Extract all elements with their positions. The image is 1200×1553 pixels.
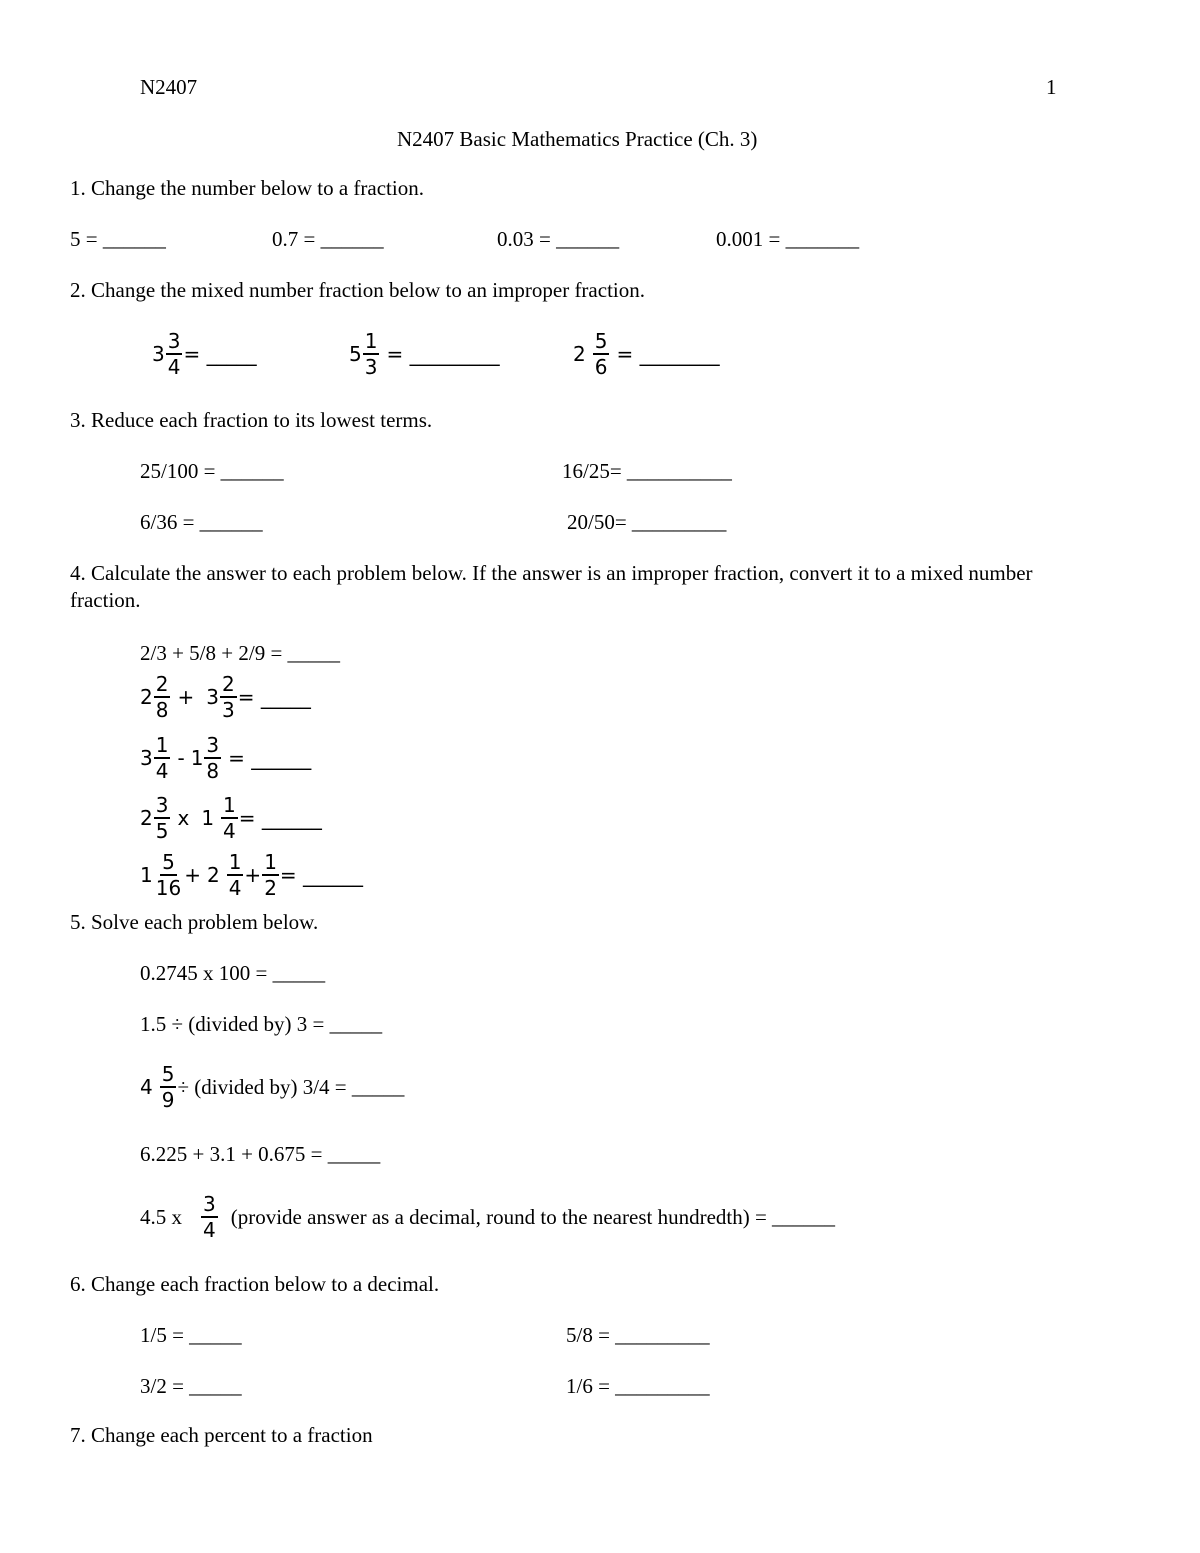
q4-problem-1: 2/3 + 5/8 + 2/9 = _____ [140,641,341,665]
q5-problem-5 [140,1191,835,1243]
fraction [221,794,238,842]
problem-text: (provide answer as a decimal, round to the nearest hundredth) = ______ [230,1204,836,1229]
q3-item: 16/25= __________ [562,459,732,483]
fraction [160,1063,177,1111]
answer-blank: = _____ [237,685,311,709]
denominator: 8 [155,698,169,722]
numerator: 1 [155,733,169,757]
denominator: 4 [203,1218,216,1242]
problem-text: ÷ (divided by) 3/4 = _____ [177,1074,405,1099]
q2-item-c [573,329,720,379]
q4-problem-2 [140,672,311,722]
numerator: 3 [167,329,181,353]
whole-number: 2 [573,342,586,366]
q6-item: 1/5 = _____ [140,1323,242,1347]
q2-item-a [152,329,257,379]
q5-problem-2: 1.5 ÷ (divided by) 3 = _____ [140,1012,383,1036]
q5-problem-4: 6.225 + 3.1 + 0.675 = _____ [140,1142,381,1166]
fraction [154,851,183,899]
numerator: 5 [161,1062,175,1086]
operator: + [177,685,195,709]
whole-number: 5 [349,342,362,366]
whole-number: 2 [206,863,220,887]
numerator: 5 [594,329,608,353]
denominator: 4 [228,876,242,900]
page-title: N2407 Basic Mathematics Practice (Ch. 3) [397,127,758,151]
q1-item: 0.7 = ______ [272,227,384,251]
denominator: 9 [161,1088,175,1112]
denominator: 5 [155,819,169,843]
operator: + [184,863,201,887]
numerator: 1 [223,793,236,817]
denominator: 3 [364,355,378,379]
operator: + [244,863,262,887]
question-2-prompt: 2. Change the mixed number fraction below to an improper fraction. [70,278,645,302]
fraction [166,330,183,378]
numerator: 2 [221,672,235,696]
whole-number: 1 [201,806,215,830]
question-5-prompt: 5. Solve each problem below. [70,910,319,934]
denominator: 6 [594,355,608,379]
page-number: 1 [1046,75,1057,99]
q1-item: 0.001 = _______ [716,227,860,251]
fraction [201,1193,218,1241]
answer-blank: = _____ [183,342,257,366]
answer-blank: = ______ [238,806,322,830]
fraction [363,330,380,378]
whole-number: 1 [190,746,204,770]
fraction [154,734,171,782]
numerator: 1 [264,850,277,874]
q3-item: 6/36 = ______ [140,510,263,534]
q3-item: 20/50= _________ [567,510,727,534]
answer-blank: = _________ [386,342,500,366]
whole-number: 2 [140,806,153,830]
numerator: 1 [228,850,242,874]
numerator: 2 [155,672,169,696]
question-6-prompt: 6. Change each fraction below to a decimal. [70,1272,440,1296]
whole-number: 3 [140,746,153,770]
q1-item: 5 = ______ [70,227,166,251]
denominator: 4 [167,355,181,379]
numerator: 5 [162,850,175,874]
fraction [593,330,610,378]
denominator: 3 [221,698,235,722]
q3-item: 25/100 = ______ [140,459,284,483]
q1-item: 0.03 = ______ [497,227,620,251]
q5-problem-1: 0.2745 x 100 = _____ [140,961,326,985]
denominator: 4 [155,759,169,783]
numerator: 3 [206,733,220,757]
fraction [204,734,221,782]
header-course-code: N2407 [140,75,198,99]
whole-number: 3 [152,342,165,366]
answer-blank: = ______ [228,746,312,770]
whole-number: 1 [140,863,153,887]
fraction [220,673,237,721]
q6-item: 1/6 = _________ [566,1374,710,1398]
q4-problem-4 [140,793,322,843]
question-1-prompt: 1. Change the number below to a fraction. [70,176,424,200]
denominator: 8 [206,759,220,783]
denominator: 2 [264,876,277,900]
fraction [154,673,171,721]
q2-item-b [349,329,500,379]
answer-blank: = ______ [279,863,364,887]
fraction [154,794,171,842]
problem-text: 4.5 x [140,1204,182,1229]
numerator: 1 [364,329,378,353]
q6-item: 3/2 = _____ [140,1374,242,1398]
question-3-prompt: 3. Reduce each fraction to its lowest terms. [70,408,433,432]
whole-number: 2 [140,685,153,709]
answer-blank: = ________ [616,342,720,366]
operator: x [177,806,190,830]
numerator: 3 [203,1192,216,1216]
operator: - [177,746,185,770]
fraction [262,851,279,899]
numerator: 3 [155,793,169,817]
question-7-prompt: 7. Change each percent to a fraction [70,1423,373,1447]
question-4-prompt: 4. Calculate the answer to each problem below. If the answer is an improper fraction, convert it to a mixed number fraction. [70,561,1033,612]
fraction [227,851,244,899]
q6-item: 5/8 = _________ [566,1323,710,1347]
denominator: 16 [155,876,182,900]
whole-number: 3 [206,685,219,709]
denominator: 4 [223,819,236,843]
whole-number: 4 [140,1075,153,1099]
q5-problem-3 [140,1061,404,1113]
q4-problem-5 [140,850,363,900]
q4-problem-3 [140,733,311,783]
